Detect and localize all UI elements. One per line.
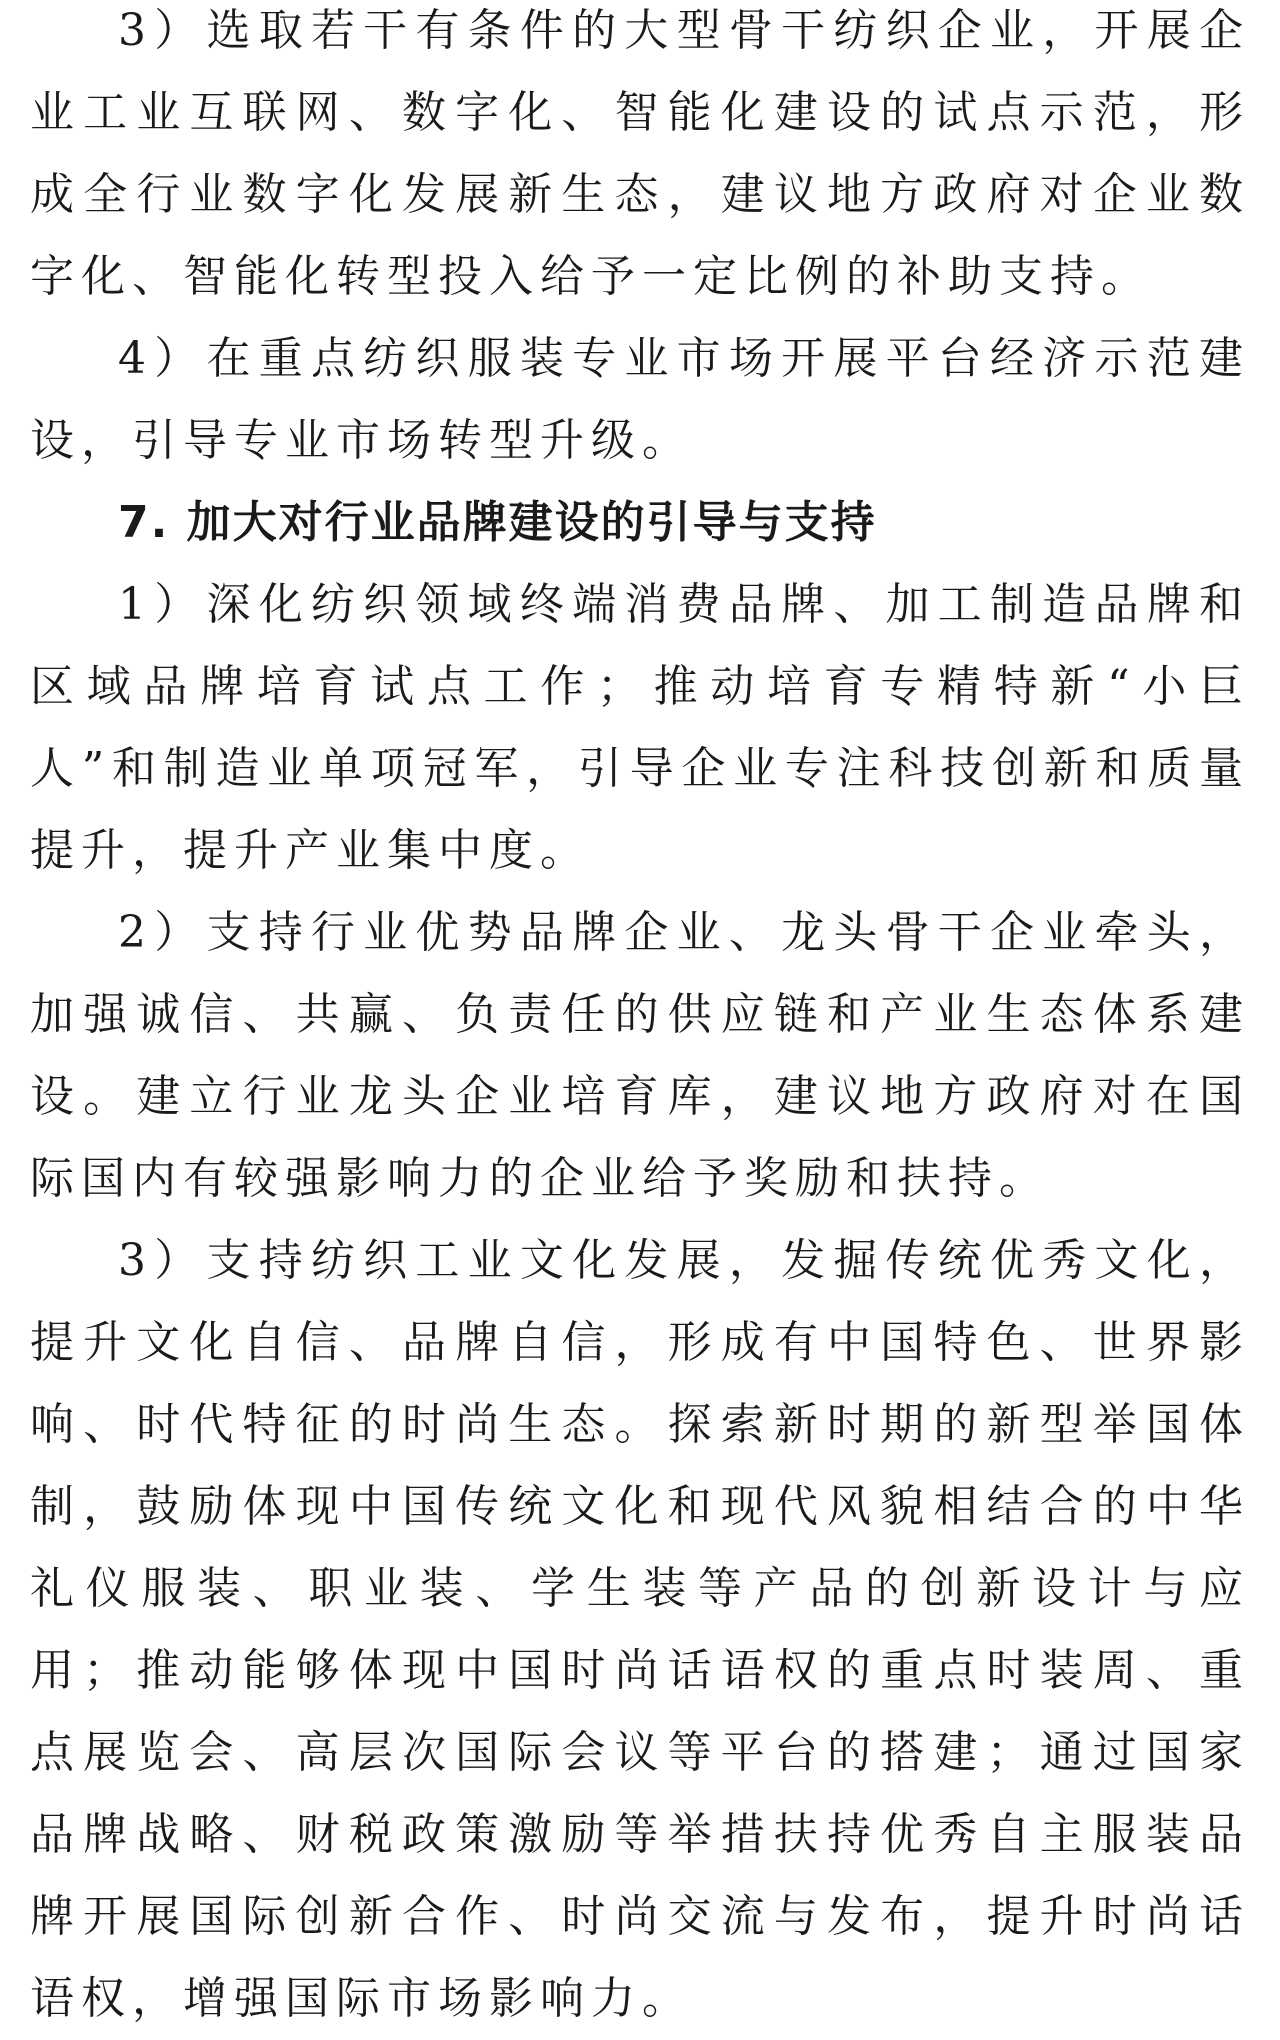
section-heading-brand-building: 7. 加大对行业品牌建设的引导与支持 xyxy=(118,497,877,548)
paragraph-item-3-fashion-culture: 3）支持纺织工业文化发展，发掘传统优秀文化，提升文化自信、品牌自信，形成有中国特色、世界影响、时代特征的时尚生态。探索新时期的新型举国体制，鼓励体现中国传统文化和现代风貌相结合的中华礼仪服装、职业装、学生装等产品的创新设计与应用；推动能够体现中国时尚话语权的重点时装周、重点展览会、高层次国际会议等平台的搭建；通过国家品牌战略、财税政策激励等举措扶持优秀自主服装品牌开展国际创新合作、时尚交流与发布，提升时尚话语权，增强国际市场影响力。 xyxy=(30,1235,1250,2024)
paragraph-item-2-leading-enterprises: 2）支持行业优势品牌企业、龙头骨干企业牵头，加强诚信、共赢、负责任的供应链和产业生态体系建设。建立行业龙头企业培育库，建议地方政府对在国际国内有较强影响力的企业给予奖励和扶持。 xyxy=(30,907,1250,1204)
paragraph-item-1-brand-cultivation: 1）深化纺织领域终端消费品牌、加工制造品牌和区域品牌培育试点工作；推动培育专精特新“小巨人”和制造业单项冠军，引导企业专注科技创新和质量提升，提升产业集中度。 xyxy=(30,579,1250,876)
paragraph-item-3-digitalization: 3）选取若干有条件的大型骨干纺织企业，开展企业工业互联网、数字化、智能化建设的试点示范，形成全行业数字化发展新生态，建议地方政府对企业数字化、智能化转型投入给予一定比例的补助支持。 xyxy=(30,5,1250,302)
paragraph-item-4-platform-economy: 4）在重点纺织服装专业市场开展平台经济示范建设，引导专业市场转型升级。 xyxy=(30,333,1250,466)
